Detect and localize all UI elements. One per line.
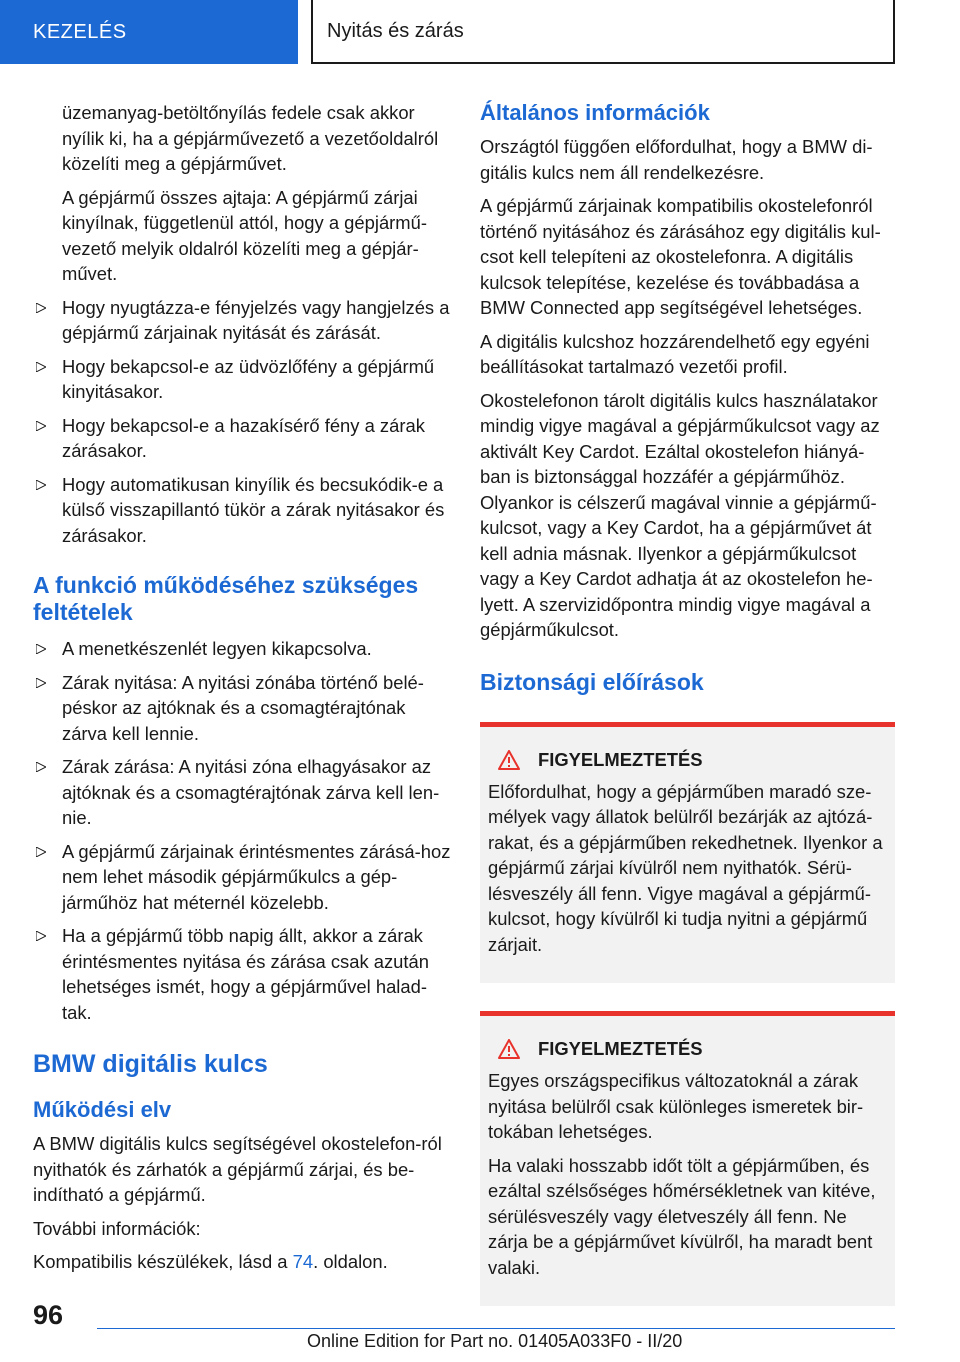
list-item-text: Zárak zárása: A nyitási zóna elhagyásakor az ajtóknak és a csomagtérajtónak zárva kell len-nie. [62, 756, 440, 828]
warning-triangle-icon [498, 1039, 520, 1059]
warning-title: FIGYELMEZTETÉS [538, 748, 703, 770]
warning-triangle-icon [498, 750, 520, 770]
warning-box [480, 722, 895, 984]
list-item [33, 754, 451, 831]
warning-header [488, 1038, 887, 1060]
list-item [33, 354, 451, 405]
warning-title: FIGYELMEZTETÉS [538, 1038, 703, 1059]
list-item-text: A menetkészenlét legyen kikapcsolva. [62, 638, 372, 659]
list-item-text: Hogy bekapcsol-e a hazakísérő fény a zárak zárásakor. [62, 414, 425, 461]
triangle-bullet-icon [36, 931, 46, 941]
list-item [33, 472, 451, 549]
cross-reference-suffix: . oldalon. [313, 1251, 388, 1272]
list-item-text: Hogy nyugtázza-e fényjelzés vagy hangjelzés a gépjármű zárjainak nyitását és zárását. [62, 296, 450, 343]
triangle-bullet-icon [36, 421, 46, 431]
triangle-bullet-icon [36, 762, 46, 772]
list-item-text: Hogy bekapcsol-e az üdvözlőfény a gépjármű kinyitásakor. [62, 355, 435, 402]
warning-text: Ha valaki hosszabb időt tölt a gépjárműben, és ezáltal szélsőséges hőmérsékletnek van kitéve, sérülésveszély vagy életveszély áll fenn. Ne zárja be a gépjárművet kívülről, ha maradt bent valaki. [488, 1154, 876, 1278]
principle-paragraph-2: További információk: [33, 1217, 201, 1239]
left-column [33, 100, 451, 1283]
page-title: Nyitás és zárás [311, 0, 895, 64]
list-item-text: A gépjármű zárjainak érintésmentes zárásá-hoz nem lehet második gépjárműkulcs a gép-járműhöz hat méternél közelebb. [62, 840, 451, 913]
list-item [33, 923, 451, 1025]
triangle-bullet-icon [36, 480, 46, 490]
section-tab[interactable]: KEZELÉS [0, 0, 298, 64]
digital-key-heading: BMW digitális kulcs [33, 1050, 268, 1078]
cross-reference-prefix: Kompatibilis készülékek, lásd a [33, 1251, 293, 1272]
footer-divider [97, 1328, 895, 1329]
general-paragraph-1: Országtól függően előfordulhat, hogy a BMW di-gitális kulcs nem áll rendelkezésre. [480, 136, 873, 183]
safety-heading: Biztonsági előírások [480, 668, 704, 695]
right-column [480, 100, 895, 1334]
intro-paragraph-1: üzemanyag-betöltőnyílás fedele csak akkor nyílik ki, ha a gépjárművezető a vezetőoldalról közelíti meg a gépjárművet. [62, 102, 439, 174]
warning-text: Egyes országspecifikus változatoknál a zárak nyitása belülről csak különleges ismeretek bir-tokában lehetséges. [488, 1070, 864, 1142]
general-paragraph-4: Okostelefonon tárolt digitális kulcs használatakor mindig vigye magával a gépjárműkulcsot vagy az aktivált Key Cardot. Ezáltal okostelefon hiányá-ban is biztonsággal hozzáfér a gépjárműhöz. Olyankor is célszerű magával vinnie a gépjármű-kulcsot, vagy a Key Cardot, ha a gépjárművet át kell adnia másnak. Ilyenkor a gépjárműkulcsot vagy a Key Cardot adhatja át az okostelefon he-lyett. A szervizidőpontra mindig vigye magával a gépjárműkulcsot. [480, 389, 880, 640]
list-item [33, 413, 451, 464]
triangle-bullet-icon [36, 644, 46, 654]
principle-heading: Működési elv [33, 1097, 172, 1122]
general-info-heading: Általános információk [480, 100, 710, 125]
conditions-heading: A funkció működéséhez szükséges feltételek [33, 572, 419, 625]
warning-text: Előfordulhat, hogy a gépjárműben maradó sze-mélyek vagy állatok belülről bezárják az ajtózá-rakat, és a gépjárműben rekedhetnek. Ilyenkor a gépjármű zárjai kívülről nem nyithatók. Sérü-lésveszély áll fenn. Vigye magával a gépjármű-kulcsot, hogy kívülről ki tudja nyitni a gépjármű zárjait. [488, 780, 883, 955]
triangle-bullet-icon [36, 678, 46, 688]
list-item [33, 295, 451, 346]
triangle-bullet-icon [36, 303, 46, 313]
warning-box [480, 1011, 895, 1306]
list-item-text: Hogy automatikusan kinyílik és becsukódik-e a külső visszapillantó tükör a zárak nyitásakor és zárásakor. [62, 473, 445, 546]
list-item-text: Zárak nyitása: A nyitási zónába történő belé-péskor az ajtóknak és a csomagtérajtónak zárva kell lennie. [62, 671, 424, 744]
list-item [33, 670, 451, 747]
general-paragraph-2: A gépjármű zárjainak kompatibilis okostelefonról történő nyitásához és zárásához egy digitális kul-csot kell telepíteni az okostelefonra. A digitális kulcsok telepítése, kezelése és továbbadása a BMW Connected app segítségével lehetséges. [480, 195, 881, 318]
page-link[interactable]: 74 [292, 1251, 314, 1272]
page-number: 96 [33, 1300, 64, 1330]
triangle-bullet-icon [36, 362, 46, 372]
principle-paragraph-1: A BMW digitális kulcs segítségével okostelefon-ról nyithatók és zárhatók a gépjármű zárjai, és be-indítható a gépjármű. [33, 1133, 442, 1205]
list-item [33, 636, 451, 662]
warning-header [488, 749, 887, 771]
intro-paragraph-2: A gépjármű összes ajtaja: A gépjármű zárjai kinyílnak, függetlenül attól, hogy a gépjármű-vezető melyik oldalról közelíti meg a gépjár-művet. [62, 186, 427, 284]
general-paragraph-3: A digitális kulcshoz hozzárendelhető egy egyéni beállításokat tartalmazó vezetői profil. [480, 330, 870, 377]
list-item [33, 839, 451, 916]
principle-paragraph-3 [33, 1249, 451, 1275]
list-item-text: Ha a gépjármű több napig állt, akkor a zárak érintésmentes nyitása és zárása csak azután lehetséges ismét, hogy a gépjárművel halad-tak. [62, 925, 429, 1023]
triangle-bullet-icon [36, 847, 46, 857]
edition-footer: Online Edition for Part no. 01405A033F0 - II/20 [307, 1331, 683, 1351]
